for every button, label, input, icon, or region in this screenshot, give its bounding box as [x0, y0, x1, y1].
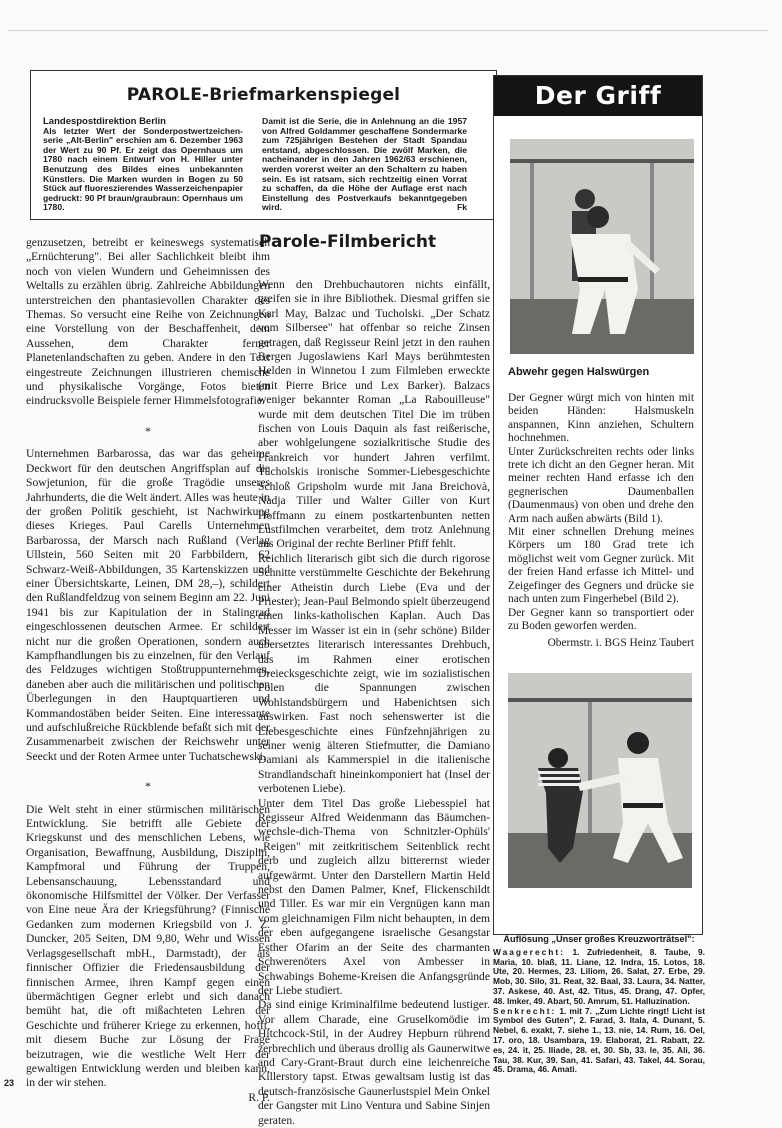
book-para-1: genzusetzen, betreibt er keineswegs systematisch „Ernüchterung". Bei aller Sachlichkeit bleibt ihm noch von vielen Wundern und Geheimnissen des Weltalls zu erzählen übrig. Zahlreiche Abbildungen unterstreichen den phantasievollen Charakter des Themas. So versucht eine Reihe von Zeichnungen eine Vorstellung von der Beschaffenheit, dem Aussehen, dem Charakter ferner Planetenlandschaften zu geben. Andere in den Text eingestreute Zeichnungen illustrieren chemische und physikalische Vorgänge, Fotos bieten eindrucksvolle Beispiele ferner Himmelsfotografie.	[26, 236, 270, 408]
down-answers: 1. mit 7. „Zum Lichte ringt! Licht ist Symbol des Guten", 2. Farad, 3. Itala, 4. Dunant, 5. Nebel, 6. exakt, 7. siehe 1., 13. nie, 14. Rum, 16. Oel, 17. oro, 18. Usambara, 19. Elaborat, 21. Rabatt, 22. es, 24. it, 25. Iliade, 28. et, 30. Sb, 33. le, 35. Ali, 36. Tau, 38. Kur, 39. San, 41. Safari, 43. Takel, 44. Sorau, 45. Drama, 46. Amati.	[493, 1005, 705, 1075]
crossword-solution	[493, 935, 705, 1075]
film-para-3: Unter dem Titel Das große Liebesspiel hat Regisseur Alfred Weidenmann das Bäumchen-wechsle-dich-Thema von Schnitzler-Ophüls' „Reigen" mit zeitkritischem Seitenblick recht derb und zugleich allzu bitterernst wieder aufgewärmt. Unter den Darstellern Martin Held nebst den Damen Palmer, Knef, Flickenschildt und Tiller. Es war mir ein Vergnügen kann man vom gleichnamigen Film nicht behaupten, in dem der eben aufgegangene israelische Gesangstar Esther Ofarim an der Seite des charmanten Schwerenöters Axel von Ambesser in Schwabings Boheme-Kreisen die Anfangsgründe der Liebe studiert.	[258, 796, 490, 997]
section-separator: *	[145, 780, 151, 794]
section-separator: *	[145, 424, 151, 438]
stamp-mirror-box	[30, 70, 497, 220]
book-para-2: Unternehmen Barbarossa, das war das geheime Deckwort für den deutschen Angriffsplan auf die Sowjetunion, für die große Tragödie unseres Jahrhunderts, die die Welt ändert. Alles was heute in der großen Politik geschieht, ist Nachwirkung dieses Krieges. Paul Carells Unternehmen Barbarossa, der Marsch nach Rußland (Verlag Ullstein, 560 Seiten mit 20 Farbbildern, 62 Schwarz-Weiß-Abbildungen, 35 Kartenskizzen und einer Übersichtskarte, Leinen, DM 28,–), schildert den Rußlandfeldzug von seinem Beginn am 22. Juni 1941 bis zur Kapitulation der in Stalingrad eingeschlossenen deutschen Armee. Er schildert nicht nur die großen Operationen, sondern auch Kampfhandlungen bis zu einzelnen, für den Verlauf des Feldzuges wichtigen Stoßtruppunternehmen, daneben aber auch die militärischen und politischen Überlegungen in den Hauptquartieren und Kommandostäben beider Seiten. Eine interessante und aufschlußreiche Rückblende befaßt sich mit der Zusammenarbeit zwischen der Reichswehr unter Seeckt und der Roten Armee unter Tuchatschewski.	[26, 447, 270, 763]
crossword-down	[493, 1007, 705, 1076]
book-para-3: Die Welt steht in einer stürmischen militärischen Entwicklung. Sie betrifft alle Gebiete der Kriegskunst und des menschlichen Lebens, wie Organisation, Bewaffnung, Ausbildung, Disziplin, Kampfmoral und Führung der Truppen, Lebensanschauung, Lebensstandard und ökonomische Hilfsmittel der Völker. Der Verfasser von Eine neue Ära der Kriegsführung? (Finnische Gedanken zum modernen Kriegsbild von J. Z. Duncker, 205 Seiten, DM 9,80, Wehr und Wissen Verlagsgesellschaft mbH., Darmstadt), der als finnischer Offizier die Friedensausbildung der finnischen Armee, ihren Kampf gegen einen übermächtigen Gegner erlebt und sich danach bemüht hat, die oft mißachteten Lehren der Geschichte und früherer Kriege zu erkennen, hofft, mit diesem Buche zur Lösung der Frage beizutragen, wie die westliche Welt Herr der gewaltigen Entwicklung werden und bleiben kann, in der wir stehen.	[26, 802, 270, 1090]
stamp-left-heading: Landespostdirektion Berlin	[43, 116, 166, 127]
film-para-4: Da sind einige Kriminalfilme bedeutend lustiger. Vor allem Charade, eine Gruselkomödie im Hitchcock-Stil, in der Audrey Hepburn rührend zerbrechlich und überaus drollig als Gaunerwitwe and Cary-Grant-Braut durch eine leichenreiche Killerstory tapst. Etwas gewaltsam lustig ist das deutsch-französische Gaunerlustspiel Mein Onkel der Gangster mit Lino Ventura und Sabine Sinjen geraten.	[258, 998, 490, 1127]
page-top-rule	[8, 30, 768, 31]
crossword-title: Auflösung „Unser großes Kreuzworträtsel":	[503, 934, 695, 944]
griff-para-1: Der Gegner würgt mich von hinten mit beiden Händen: Halsmuskeln anspannen, Kinn anziehen, Schultern hochnehmen.	[508, 392, 694, 445]
stamp-left-column	[43, 117, 243, 213]
photo-illustration-icon	[510, 139, 694, 354]
crossword-across	[493, 948, 705, 1007]
down-label: Senkrecht:	[493, 1005, 557, 1016]
judo-photo-1	[510, 139, 694, 354]
film-para-2: Reichlich literarisch gibt sich die durch rigorose Schnitte verstümmelte Geschichte der Bekehrung einer Atheistin durch Liebe (Eva und der Priester); Jean-Paul Belmondo spielt überzeugend einen links-katholischen Kaplan. Auch Das Messer im Wasser ist ein in (sehr schöne) Bilder übersetztes literarisch interessantes Drehbuch, das im Rahmen einer erotischen Dreiecksgeschichte zeigt, wie im sozialistischen Polen die Spannungen zwischen Wohlstandsbürgern und Habenichtsen sich auswirken. Fast noch sehenswerter ist die Liebesgeschichte eines Fünfzehnjährigen zu seiner wenig älteren Stiefmutter, die Damiano Damiani als Kammerspiel in die italienische Strandlandschaft hineinkomponiert hat (Insel der verbotenen Liebe).	[258, 551, 490, 796]
book-review-column	[26, 236, 270, 1105]
griff-author: Obermstr. i. BGS Heinz Taubert	[547, 637, 694, 650]
across-answers: 1. Zufriedenheit, 8. Taube, 9. Maria, 10. blaß, 11. Liane, 12. Indra, 15. Lotos, 18. Ute, 20. Hermes, 23. Liliom, 26. Salat, 27. Erbe, 29. Mob, 30. Silo, 31. Reat, 32. Baal, 33. Laura, 34. Natter, 37. Askese, 40. Ast, 42. Titus, 45. Drang, 47. Opfer, 48. Imker, 49. Abart, 50. Amrum, 51. Halluzination.	[493, 946, 706, 1006]
stamp-right-column	[262, 117, 467, 213]
across-label: Waagerecht:	[493, 946, 565, 957]
film-para-1: Wenn den Drehbuchautoren nichts einfällt, greifen sie in ihre Bibliothek. Diesmal griffen sie Karl May, Balzac und Tucholski. „Der Schatz vom Silbersee" hat offenbar so reiche Zinsen getragen, daß Regisseur Reinl jetzt in den rauhen Bergen Jugoslawiens Karl Mays berühmtesten Helden in Winnetou I zum Filmleben erweckte (mit Pierre Brice und Lex Barker). Balzacs weniger bekannter Roman „La Rabouilleuse" wurde mit dem deutschen Titel Die im trüben fischen von Louis Daquin als fast reißerische, aber wohlgelungene sozialkritische Studie des Frankreich vor hundert Jahren verfilmt. Tucholskis ironische Sommer-Liebesgeschichte Schloß Gripsholm wurde mit Jana Breichovà, Nadja Tiller und Walter Giller von Kurt Hoffmann zu einem postkartenbunten netten Lustfilmchen verarbeitet, dem trotz Anlehnung ans Original der rechte Berliner Pfiff fehlt.	[258, 278, 490, 551]
stamp-right-text: Damit ist die Serie, die in Anlehnung an die 1957 von Alfred Goldammer geschaffene Sondermarke zum 725jährigen Bestehen der Stadt Spandau entstand, abgeschlossen. Die zwölf Marken, die nacheinander in den Jahren 1962/63 erschienen, werden vorerst weiter an den Schaltern zu haben sein. Es ist ratsam, sich rechtzeitig einen Vorrat zu schaffen, da die Höhe der Auflage erst nach Einstellung des Postverkaufs bekanntgegeben wird.	[262, 116, 467, 213]
stamp-signature: Fk	[456, 202, 467, 213]
griff-instructions	[508, 392, 694, 651]
stamp-left-text: Als letzter Wert der Sonderpostwertzeichen-serie „Alt-Berlin" erschien am 6. Dezember 1963 der Wert zu 90 Pf. Er zeigt das Opernhaus um 1780 nach einem Entwurf von H. Hiller unter Benutzung des Bildes eines unbekannten Künstlers. Die Marken wurden in Bogen zu 50 Stück auf fluoreszierendes Wasserzeichenpapier gedruckt: 90 Pf braun/graubraun: Opernhaus um 1780.	[43, 125, 243, 213]
griff-subtitle: Abwehr gegen Halswürgen	[508, 366, 650, 378]
griff-para-2: Unter Zurückschreiten rechts oder links trete ich dicht an den Gegner heran. Mit meiner rechten Hand erfasse ich den gegnerischen Daumenballen (Daumenmaus) von oben und drehe den Arm nach außen abwärts (Bild 1).	[508, 445, 694, 525]
griff-header: Der Griff	[494, 76, 702, 116]
page-number: 23	[4, 1078, 15, 1088]
stamp-mirror-title: PAROLE-Briefmarkenspiegel	[126, 85, 401, 105]
film-report-column	[258, 278, 490, 1128]
film-report-title: Parole-Filmbericht	[259, 232, 437, 252]
griff-para-3: Mit einer schnellen Drehung meines Körpers um 180 Grad trete ich möglichst weit vom Gegner zurück. Mit der freien Hand erfasse ich Mittel- und Zeigefinger des Gegners und drücke sie nach unten zum Fingerhebel (Bild 2).	[508, 526, 694, 606]
griff-para-4: Der Gegner kann so transportiert oder zu Boden geworfen werden.	[508, 606, 694, 632]
griff-box	[493, 75, 703, 935]
judo-photo-2	[508, 673, 692, 888]
book-signature: R. P.	[248, 1090, 270, 1104]
photo-illustration-icon	[508, 673, 692, 888]
